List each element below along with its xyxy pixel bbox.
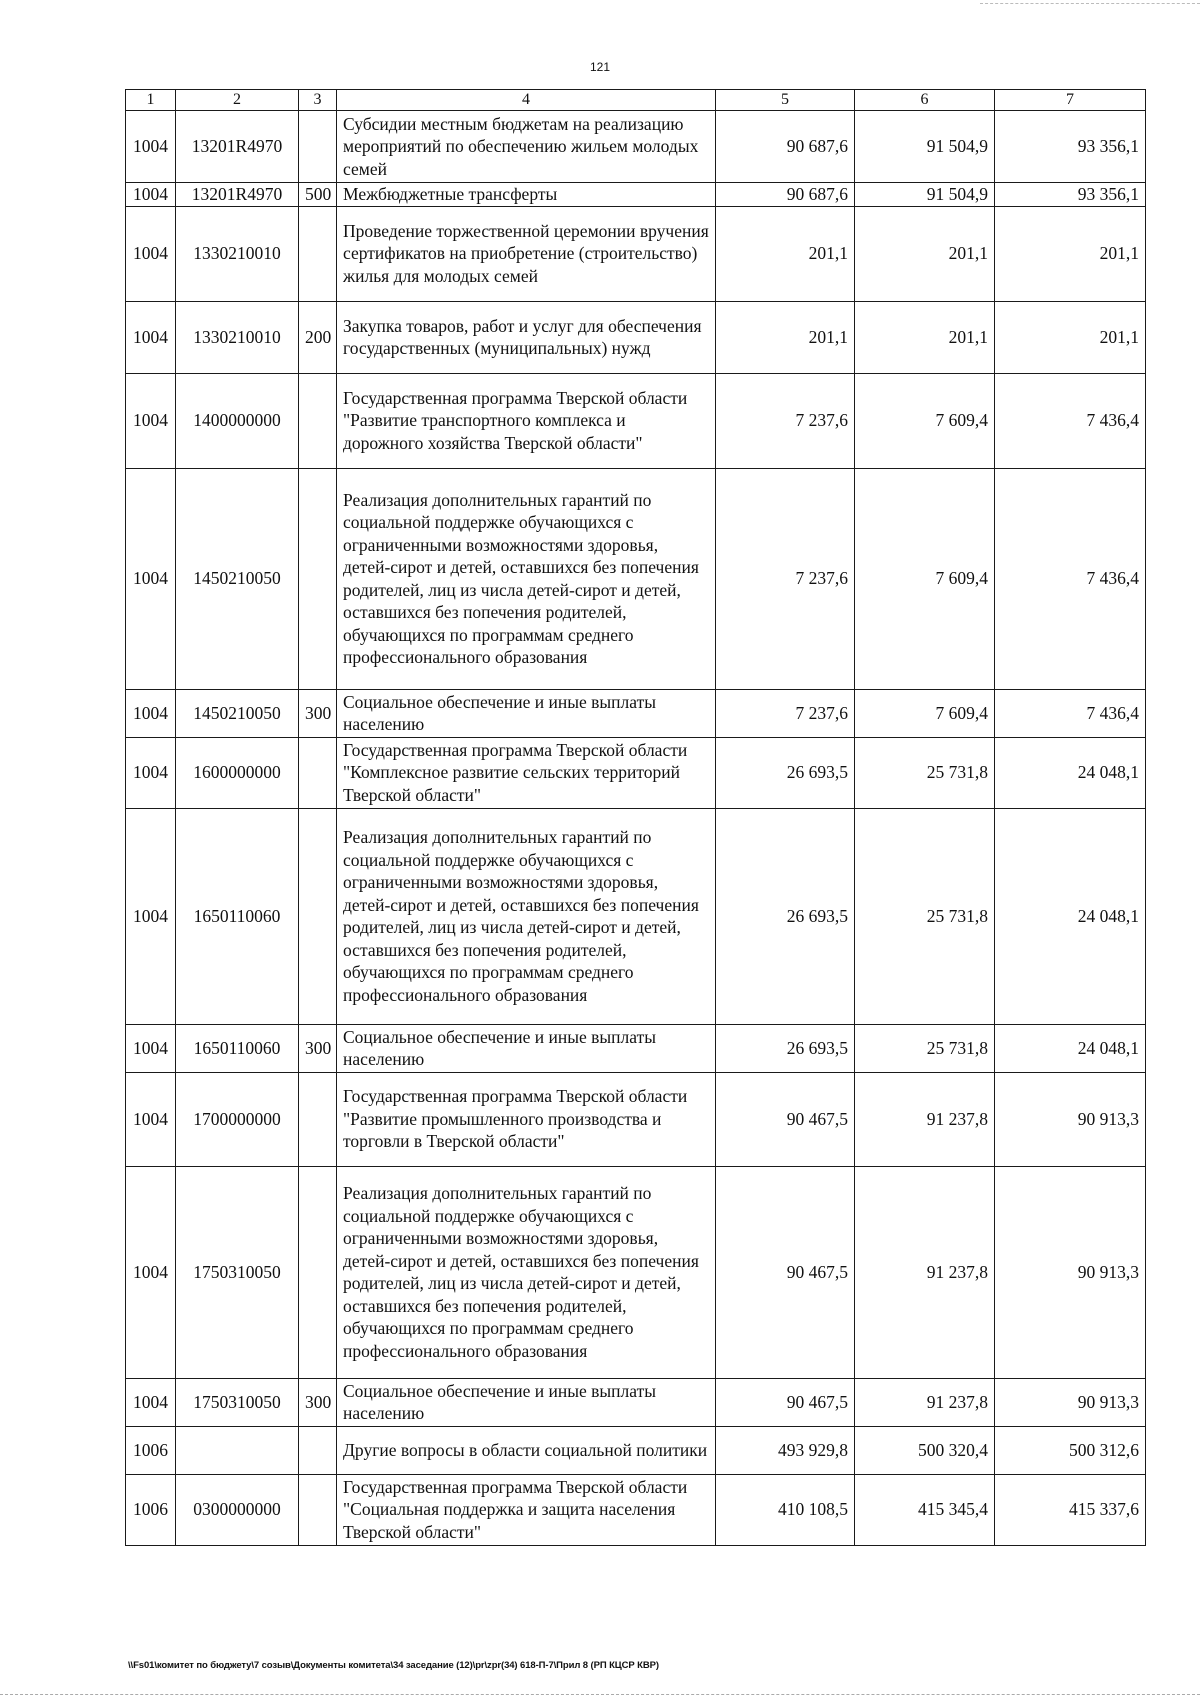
name-cell: Социальное обеспечение и иные выплаты населению: [337, 1024, 716, 1072]
value-col5: 90 467,5: [716, 1166, 855, 1378]
razdel-cell: 1004: [126, 1378, 176, 1426]
value-col7: 90 913,3: [995, 1166, 1146, 1378]
csr-cell: 1650110060: [176, 1024, 299, 1072]
header-col-7: 7: [995, 90, 1146, 111]
value-col6: 91 504,9: [855, 111, 995, 183]
csr-cell: 1700000000: [176, 1072, 299, 1166]
name-cell: Проведение торжественной церемонии вручения сертификатов на приобретение (строительство) жилья для молодых семей: [337, 206, 716, 301]
table-row: [126, 1166, 1146, 1378]
value-col7: 24 048,1: [995, 808, 1146, 1024]
value-col5: 90 687,6: [716, 183, 855, 207]
razdel-cell: 1004: [126, 1166, 176, 1378]
value-col7: 415 337,6: [995, 1474, 1146, 1545]
value-col6: 25 731,8: [855, 1024, 995, 1072]
header-col-1: 1: [126, 90, 176, 111]
value-col6: 7 609,4: [855, 373, 995, 468]
vr-cell: 300: [299, 689, 337, 737]
csr-cell: 13201R4970: [176, 111, 299, 183]
value-col6: 500 320,4: [855, 1426, 995, 1474]
scan-artifact-bottom: [0, 1694, 1200, 1695]
footer-file-path: \\Fs01\комитет по бюджету\7 созыв\Документы комитета\34 заседание (12)\pr\zpr(34) 618-П-7\Прил 8 (РП КЦСР КВР): [128, 1660, 659, 1671]
csr-cell: [176, 1426, 299, 1474]
value-col5: 90 467,5: [716, 1378, 855, 1426]
table-row: [126, 1474, 1146, 1545]
vr-cell: [299, 1072, 337, 1166]
vr-cell: [299, 1426, 337, 1474]
value-col6: 201,1: [855, 301, 995, 373]
table-row: [126, 1378, 1146, 1426]
value-col5: 7 237,6: [716, 373, 855, 468]
csr-cell: 1400000000: [176, 373, 299, 468]
csr-cell: 13201R4970: [176, 183, 299, 207]
table-row: [126, 689, 1146, 737]
table-row: [126, 1426, 1146, 1474]
value-col5: 201,1: [716, 206, 855, 301]
value-col7: 201,1: [995, 206, 1146, 301]
value-col5: 410 108,5: [716, 1474, 855, 1545]
value-col6: 91 237,8: [855, 1378, 995, 1426]
name-cell: Другие вопросы в области социальной политики: [337, 1426, 716, 1474]
razdel-cell: 1006: [126, 1474, 176, 1545]
value-col6: 91 237,8: [855, 1072, 995, 1166]
table-row: [126, 737, 1146, 808]
csr-cell: 1600000000: [176, 737, 299, 808]
value-col5: 90 687,6: [716, 111, 855, 183]
value-col7: 90 913,3: [995, 1378, 1146, 1426]
header-col-6: 6: [855, 90, 995, 111]
name-cell: Государственная программа Тверской области "Комплексное развитие сельских территорий Тверской области": [337, 737, 716, 808]
table-row: [126, 111, 1146, 183]
csr-cell: 1330210010: [176, 301, 299, 373]
value-col5: 7 237,6: [716, 468, 855, 689]
table-row: [126, 301, 1146, 373]
name-cell: Государственная программа Тверской области "Развитие промышленного производства и торговли в Тверской области": [337, 1072, 716, 1166]
value-col6: 7 609,4: [855, 468, 995, 689]
value-col5: 90 467,5: [716, 1072, 855, 1166]
value-col7: 24 048,1: [995, 1024, 1146, 1072]
vr-cell: 200: [299, 301, 337, 373]
value-col5: 26 693,5: [716, 808, 855, 1024]
value-col7: 201,1: [995, 301, 1146, 373]
razdel-cell: 1004: [126, 301, 176, 373]
vr-cell: [299, 206, 337, 301]
value-col6: 201,1: [855, 206, 995, 301]
header-col-5: 5: [716, 90, 855, 111]
header-col-3: 3: [299, 90, 337, 111]
page-number: 121: [589, 60, 611, 74]
razdel-cell: 1006: [126, 1426, 176, 1474]
value-col5: 26 693,5: [716, 1024, 855, 1072]
razdel-cell: 1004: [126, 1072, 176, 1166]
value-col7: 7 436,4: [995, 689, 1146, 737]
name-cell: Субсидии местным бюджетам на реализацию мероприятий по обеспечению жильем молодых семей: [337, 111, 716, 183]
value-col6: 25 731,8: [855, 737, 995, 808]
value-col7: 93 356,1: [995, 183, 1146, 207]
name-cell: Межбюджетные трансферты: [337, 183, 716, 207]
table-row: [126, 1072, 1146, 1166]
vr-cell: 300: [299, 1378, 337, 1426]
csr-cell: 1650110060: [176, 808, 299, 1024]
value-col7: 90 913,3: [995, 1072, 1146, 1166]
razdel-cell: 1004: [126, 373, 176, 468]
table-row: [126, 206, 1146, 301]
value-col7: 7 436,4: [995, 468, 1146, 689]
value-col6: 91 237,8: [855, 1166, 995, 1378]
razdel-cell: 1004: [126, 468, 176, 689]
razdel-cell: 1004: [126, 737, 176, 808]
value-col6: 25 731,8: [855, 808, 995, 1024]
table-row: [126, 373, 1146, 468]
csr-cell: 1330210010: [176, 206, 299, 301]
value-col7: 500 312,6: [995, 1426, 1146, 1474]
razdel-cell: 1004: [126, 689, 176, 737]
razdel-cell: 1004: [126, 183, 176, 207]
value-col6: 7 609,4: [855, 689, 995, 737]
scan-artifact-top: [980, 3, 1200, 4]
vr-cell: [299, 373, 337, 468]
name-cell: Реализация дополнительных гарантий по социальной поддержке обучающихся с ограниченными возможностями здоровья, детей-сирот и детей, оставшихся без попечения родителей, лиц из числа детей-сирот и детей, оставшихся без попечения родителей, обучающихся по программам среднего профессионального образования: [337, 468, 716, 689]
vr-cell: 300: [299, 1024, 337, 1072]
vr-cell: [299, 1166, 337, 1378]
header-row: [126, 90, 1146, 111]
value-col5: 201,1: [716, 301, 855, 373]
csr-cell: 0300000000: [176, 1474, 299, 1545]
name-cell: Государственная программа Тверской области "Развитие транспортного комплекса и дорожного хозяйства Тверской области": [337, 373, 716, 468]
vr-cell: [299, 737, 337, 808]
vr-cell: [299, 808, 337, 1024]
value-col7: 7 436,4: [995, 373, 1146, 468]
value-col5: 7 237,6: [716, 689, 855, 737]
name-cell: Государственная программа Тверской области "Социальная поддержка и защита населения Тверской области": [337, 1474, 716, 1545]
value-col6: 415 345,4: [855, 1474, 995, 1545]
name-cell: Закупка товаров, работ и услуг для обеспечения государственных (муниципальных) нужд: [337, 301, 716, 373]
value-col5: 493 929,8: [716, 1426, 855, 1474]
csr-cell: 1750310050: [176, 1378, 299, 1426]
vr-cell: [299, 1474, 337, 1545]
vr-cell: [299, 468, 337, 689]
name-cell: Реализация дополнительных гарантий по социальной поддержке обучающихся с ограниченными возможностями здоровья, детей-сирот и детей, оставшихся без попечения родителей, лиц из числа детей-сирот и детей, оставшихся без попечения родителей, обучающихся по программам среднего профессионального образования: [337, 1166, 716, 1378]
value-col5: 26 693,5: [716, 737, 855, 808]
table-row: [126, 183, 1146, 207]
header-col-4: 4: [337, 90, 716, 111]
vr-cell: [299, 111, 337, 183]
header-col-2: 2: [176, 90, 299, 111]
name-cell: Реализация дополнительных гарантий по социальной поддержке обучающихся с ограниченными возможностями здоровья, детей-сирот и детей, оставшихся без попечения родителей, лиц из числа детей-сирот и детей, оставшихся без попечения родителей, обучающихся по программам среднего профессионального образования: [337, 808, 716, 1024]
table-row: [126, 468, 1146, 689]
csr-cell: 1450210050: [176, 468, 299, 689]
name-cell: Социальное обеспечение и иные выплаты населению: [337, 1378, 716, 1426]
name-cell: Социальное обеспечение и иные выплаты населению: [337, 689, 716, 737]
value-col7: 93 356,1: [995, 111, 1146, 183]
razdel-cell: 1004: [126, 206, 176, 301]
table-row: [126, 1024, 1146, 1072]
csr-cell: 1750310050: [176, 1166, 299, 1378]
csr-cell: 1450210050: [176, 689, 299, 737]
vr-cell: 500: [299, 183, 337, 207]
razdel-cell: 1004: [126, 808, 176, 1024]
value-col6: 91 504,9: [855, 183, 995, 207]
value-col7: 24 048,1: [995, 737, 1146, 808]
razdel-cell: 1004: [126, 111, 176, 183]
table-row: [126, 808, 1146, 1024]
razdel-cell: 1004: [126, 1024, 176, 1072]
budget-table: [125, 89, 1146, 1546]
